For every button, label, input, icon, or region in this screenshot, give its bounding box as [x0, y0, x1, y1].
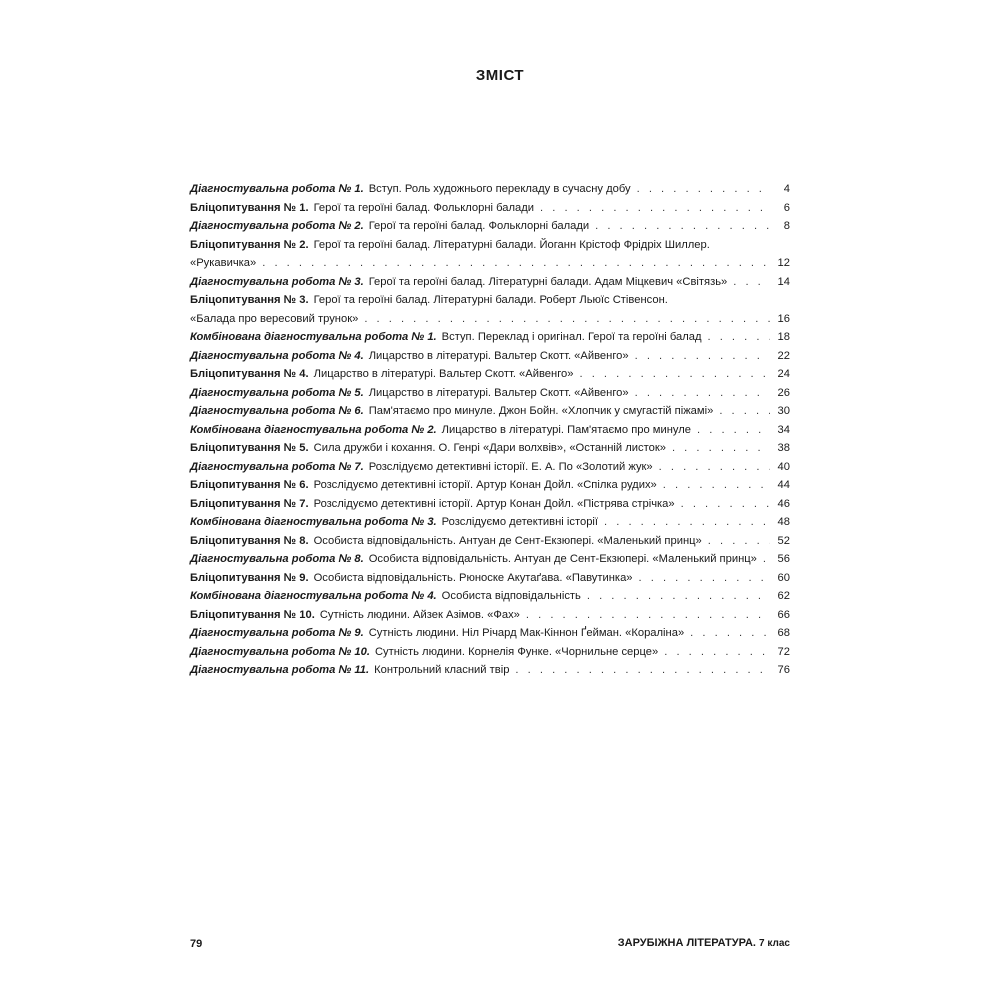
toc-entry-text: Герої та героїні балад. Фольклорні балади	[368, 220, 590, 232]
toc-entry-text: Герої та героїні балад. Фольклорні балади	[313, 201, 535, 214]
leader-dots	[635, 347, 770, 366]
toc-entry	[190, 291, 790, 328]
toc-entry-text: Лицарство в літературі. Вальтер Скотт. «Айвенго»	[368, 386, 629, 399]
leader-dots	[587, 587, 770, 606]
leader-dots	[635, 384, 770, 403]
toc-entry-page: 68	[777, 627, 790, 639]
toc-entry-line	[190, 217, 790, 236]
toc-entry-label: Діагностувальна робота № 1.	[190, 183, 364, 195]
toc-entry-line	[190, 180, 790, 199]
toc-entry-line	[190, 569, 790, 588]
toc-entry-page: 56	[777, 553, 790, 565]
toc-entry-page: 16	[777, 312, 790, 325]
toc-entry	[190, 532, 790, 551]
toc-entry-page: 6	[783, 201, 790, 214]
leader-dots	[697, 421, 770, 440]
toc-entry-line	[190, 254, 790, 273]
toc-entry-line	[190, 624, 790, 643]
toc-entry-page: 62	[777, 590, 790, 602]
toc-entry-text: Особиста відповідальність. Антуан де Сент-Екзюпері. «Маленький принц»	[368, 553, 757, 565]
toc-entry-line	[190, 513, 790, 532]
toc-entry-page: 66	[777, 608, 790, 621]
toc-entry	[190, 236, 790, 273]
toc-entry-page: 60	[777, 571, 790, 584]
toc-entry-line	[190, 384, 790, 403]
toc-entry-line	[190, 661, 790, 680]
toc-entry-page: 12	[777, 257, 790, 269]
toc-entry-label: Бліцопитування № 4.	[190, 368, 309, 380]
toc-entry	[190, 328, 790, 347]
toc-entry-page: 52	[777, 534, 790, 547]
toc-entry-text: Сила дружби і кохання. О. Генрі «Дари волхвів», «Останній листок»	[313, 442, 666, 454]
toc-entry	[190, 384, 790, 403]
toc-entry-page: 26	[777, 386, 790, 399]
leader-dots	[763, 550, 770, 569]
toc-entry	[190, 569, 790, 588]
toc-entry-label: Діагностувальна робота № 9.	[190, 627, 364, 639]
toc-entry-label: Бліцопитування № 1.	[190, 201, 309, 214]
leader-dots	[595, 217, 770, 236]
leader-dots	[708, 532, 770, 551]
toc-entry-label: Бліцопитування № 10.	[190, 608, 315, 621]
leader-dots	[672, 439, 770, 458]
leader-dots	[526, 606, 770, 625]
toc-entry-continuation: «Рукавичка»	[190, 257, 257, 269]
toc-entry-label: Комбінована діагностувальна робота № 3.	[190, 516, 437, 528]
toc-entry-page: 14	[777, 275, 790, 288]
toc-entry-line	[190, 310, 790, 329]
leader-dots	[515, 661, 770, 680]
toc-entry-label: Бліцопитування № 6.	[190, 479, 309, 491]
toc-entry-label: Діагностувальна робота № 4.	[190, 349, 364, 362]
toc-entry-line	[190, 402, 790, 421]
toc-entry-page: 40	[777, 460, 790, 473]
toc-entry-page: 44	[777, 479, 790, 491]
leader-dots	[580, 365, 771, 384]
toc-entry	[190, 273, 790, 292]
toc-entry-line	[190, 550, 790, 569]
toc-entry-page: 34	[777, 423, 790, 436]
toc-entry-line	[190, 476, 790, 495]
toc-entry-page: 30	[777, 405, 790, 417]
toc-entry	[190, 513, 790, 532]
toc-entry-text: Сутність людини. Ніл Річард Мак-Кіннон Ґейман. «Кораліна»	[368, 627, 685, 639]
toc-entry-line	[190, 532, 790, 551]
toc-entry-text: Особиста відповідальність	[441, 590, 581, 602]
toc-entry-label: Бліцопитування № 3.	[190, 294, 309, 306]
toc-entry-page: 76	[777, 664, 790, 676]
leader-dots	[663, 476, 770, 495]
leader-dots	[364, 310, 770, 329]
toc-entry	[190, 439, 790, 458]
toc-entry-line	[190, 606, 790, 625]
leader-dots	[659, 458, 770, 477]
toc-entry	[190, 495, 790, 514]
toc-entry-label: Комбінована діагностувальна робота № 2.	[190, 423, 437, 436]
leader-dots	[540, 199, 770, 218]
toc-entry-page: 8	[783, 220, 790, 232]
toc-entry-text: Розслідуємо детективні історії	[441, 516, 599, 528]
leader-dots	[664, 643, 770, 662]
leader-dots	[733, 273, 770, 292]
toc-entry	[190, 199, 790, 218]
toc-entry-text: Особиста відповідальність. Антуан де Сент-Екзюпері. «Маленький принц»	[313, 534, 702, 547]
toc-entry	[190, 365, 790, 384]
toc-entry-label: Діагностувальна робота № 10.	[190, 645, 370, 658]
toc-entry-label: Діагностувальна робота № 2.	[190, 220, 364, 232]
toc-entry	[190, 402, 790, 421]
toc-entry-line	[190, 421, 790, 440]
toc-entry-label: Комбінована діагностувальна робота № 1.	[190, 331, 437, 343]
toc-entry-text: Сутність людини. Корнелія Функе. «Чорнильне серце»	[374, 645, 659, 658]
toc-entry-line	[190, 365, 790, 384]
toc-entry-text: Герої та героїні балад. Літературні балади. Адам Міцкевич «Світязь»	[368, 275, 728, 288]
running-footer	[618, 937, 790, 949]
toc-entry	[190, 421, 790, 440]
toc-entry-text: Сутність людини. Айзек Азімов. «Фах»	[319, 608, 520, 621]
toc-entry-text: Особиста відповідальність. Рюноске Акутаґава. «Павутинка»	[313, 571, 633, 584]
toc-entry-text: Вступ. Роль художнього перекладу в сучасну добу	[368, 183, 631, 195]
toc-entry-line	[190, 236, 790, 255]
toc-entry-text: Розслідуємо детективні історії. Артур Конан Дойл. «Спілка рудих»	[313, 479, 657, 491]
toc-entry	[190, 217, 790, 236]
page-title: ЗМІСТ	[475, 67, 525, 84]
toc-entry-label: Діагностувальна робота № 3.	[190, 275, 364, 288]
toc-entry-label: Діагностувальна робота № 11.	[190, 664, 370, 676]
toc-entry-text: Вступ. Переклад і оригінал. Герої та героїні балад	[441, 331, 702, 343]
leader-dots	[690, 624, 770, 643]
toc-entry-text: Герої та героїні балад. Літературні балади. Йоганн Крістоф Фрідріх Шиллер.	[313, 238, 710, 251]
toc-entry-line	[190, 273, 790, 292]
toc-entry-label: Бліцопитування № 9.	[190, 571, 309, 584]
toc-entry-page: 18	[777, 331, 790, 343]
leader-dots	[708, 328, 771, 347]
toc-entry-text: Лицарство в літературі. Вальтер Скотт. «Айвенго»	[368, 349, 629, 362]
toc-entry	[190, 550, 790, 569]
toc-entry-page: 46	[777, 497, 790, 510]
toc-entry-line	[190, 587, 790, 606]
toc-entry-text: Лицарство в літературі. Пам'ятаємо про минуле	[441, 423, 692, 436]
toc-entry	[190, 347, 790, 366]
toc-entry-line	[190, 347, 790, 366]
toc-entry-page: 38	[777, 442, 790, 454]
leader-dots	[681, 495, 770, 514]
toc-entry-line	[190, 328, 790, 347]
toc-entry-line	[190, 458, 790, 477]
toc-entry	[190, 476, 790, 495]
toc-entry-label: Діагностувальна робота № 8.	[190, 553, 364, 565]
toc-entry	[190, 587, 790, 606]
toc-entry-line	[190, 439, 790, 458]
leader-dots	[637, 180, 770, 199]
toc-entry	[190, 458, 790, 477]
toc-entry	[190, 180, 790, 199]
toc-entry-page: 24	[777, 368, 790, 380]
toc-entry-label: Діагностувальна робота № 6.	[190, 405, 364, 417]
toc-entry-text: Пам'ятаємо про минуле. Джон Бойн. «Хлопчик у смугастій піжамі»	[368, 405, 714, 417]
toc-entry-line	[190, 495, 790, 514]
toc-entry	[190, 661, 790, 680]
toc-entry-line	[190, 291, 790, 310]
toc-entry-label: Діагностувальна робота № 5.	[190, 386, 364, 399]
leader-dots	[639, 569, 770, 588]
grade-label: 7 клас	[759, 938, 790, 949]
toc-entry-text: Розслідуємо детективні історії. Е. А. По «Золотий жук»	[368, 460, 653, 473]
leader-dots	[604, 513, 770, 532]
leader-dots	[719, 402, 770, 421]
toc-entry-label: Комбінована діагностувальна робота № 4.	[190, 590, 437, 602]
toc-entry-page: 22	[777, 349, 790, 362]
page-number: 79	[190, 938, 203, 950]
toc-entry	[190, 606, 790, 625]
table-of-contents	[190, 180, 790, 680]
toc-entry-label: Бліцопитування № 5.	[190, 442, 309, 454]
leader-dots	[262, 254, 770, 273]
toc-entry-page: 48	[777, 516, 790, 528]
toc-entry	[190, 624, 790, 643]
toc-entry-line	[190, 199, 790, 218]
toc-entry-label: Бліцопитування № 8.	[190, 534, 309, 547]
toc-entry-label: Бліцопитування № 2.	[190, 238, 309, 251]
toc-entry	[190, 643, 790, 662]
toc-entry-page: 4	[783, 183, 790, 195]
toc-entry-continuation: «Балада про вересовий трунок»	[190, 312, 359, 325]
toc-entry-label: Діагностувальна робота № 7.	[190, 460, 364, 473]
toc-entry-page: 72	[777, 645, 790, 658]
toc-entry-line	[190, 643, 790, 662]
toc-entry-text: Герої та героїні балад. Літературні балади. Роберт Льюїс Стівенсон.	[313, 294, 668, 306]
toc-entry-text: Лицарство в літературі. Вальтер Скотт. «Айвенго»	[313, 368, 574, 380]
toc-entry-text: Розслідуємо детективні історії. Артур Конан Дойл. «Пістрява стрічка»	[313, 497, 675, 510]
toc-entry-label: Бліцопитування № 7.	[190, 497, 309, 510]
book-title: ЗАРУБІЖНА ЛІТЕРАТУРА.	[617, 937, 756, 949]
toc-entry-text: Контрольний класний твір	[374, 664, 510, 676]
